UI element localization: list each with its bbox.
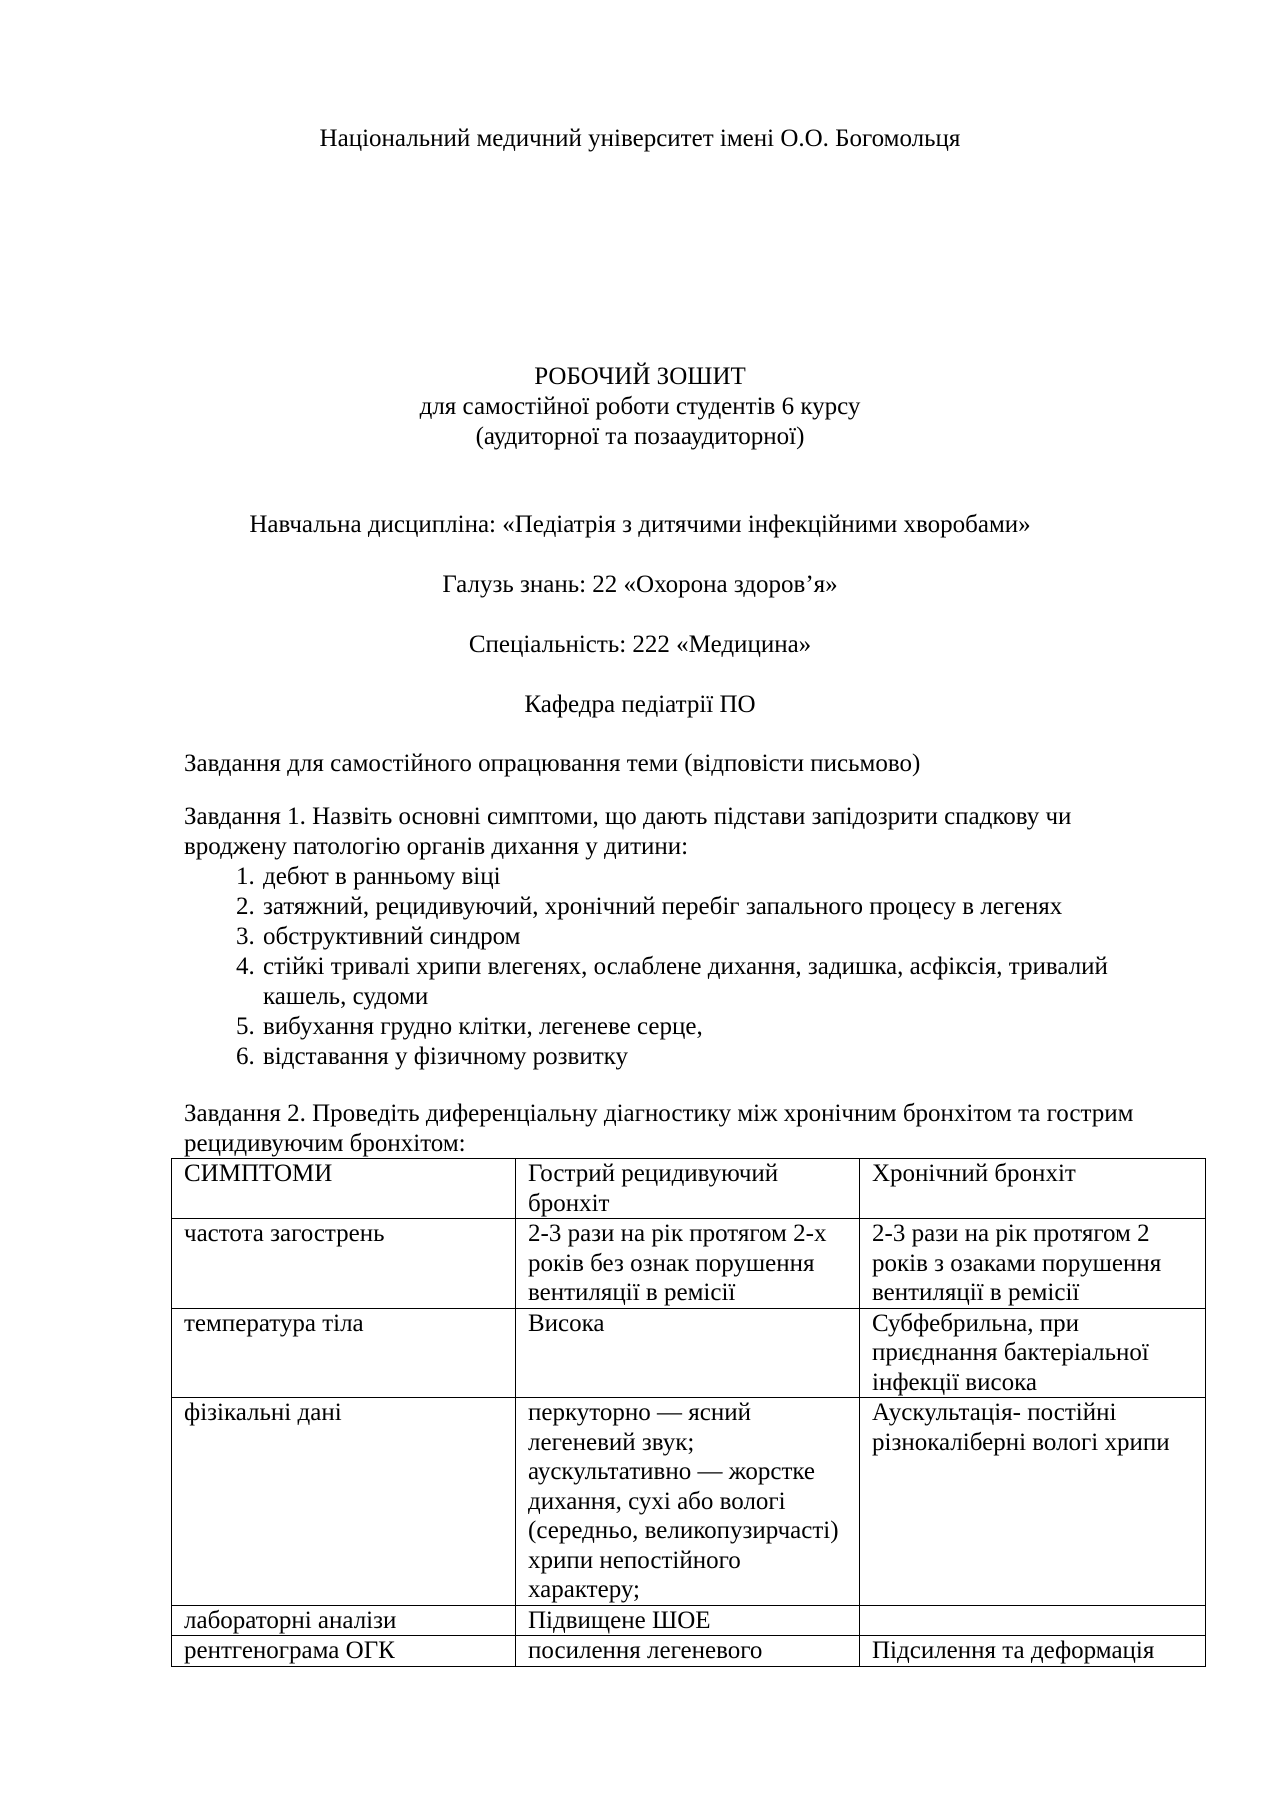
specialty-line: Спеціальність: 222 «Медицина» xyxy=(468,631,812,658)
field-line: Галузь знань: 22 «Охорона здоров’я» xyxy=(442,571,838,598)
table-header-row xyxy=(172,1159,1206,1219)
table-row xyxy=(172,1636,1206,1667)
list-item: 6. відставання у фізичному розвитку xyxy=(261,1042,1261,1072)
table-cell: 2-3 рази на рік протягом 2 років з озаками порушення вентиляції в ремісії xyxy=(860,1219,1206,1309)
instructions-heading: Завдання для самостійного опрацювання теми (відповісти письмово) xyxy=(184,750,921,777)
university-name: Національний медичний університет імені О.О. Богомольця xyxy=(319,125,961,152)
list-item: 3. обструктивний синдром xyxy=(261,922,1261,952)
list-item: 1. дебют в ранньому віці xyxy=(261,862,1261,892)
discipline-line: Навчальна дисципліна: «Педіатрія з дитячими інфекційними хворобами» xyxy=(249,511,1031,538)
task1-prompt: Завдання 1. Назвіть основні симптоми, що дають підстави запідозрити спадкову чи вроджену патологію органів дихання у дитини: xyxy=(184,803,1072,860)
table-cell: температура тіла xyxy=(172,1308,516,1398)
workbook-subtitle: для самостійної роботи студентів 6 курсу xyxy=(419,393,861,420)
table-cell: лабораторні аналізи xyxy=(172,1605,516,1636)
table-cell: частота загострень xyxy=(172,1219,516,1309)
table-cell: посилення легеневого xyxy=(516,1636,860,1667)
table-cell: Підвищене ШОЕ xyxy=(516,1605,860,1636)
header-cell: СИМПТОМИ xyxy=(172,1159,516,1219)
table-cell: фізікальні дані xyxy=(172,1398,516,1606)
table-row xyxy=(172,1398,1206,1606)
workbook-title: РОБОЧИЙ ЗОШИТ xyxy=(534,363,746,390)
table-cell xyxy=(860,1605,1206,1636)
list-item: 2. затяжний, рецидивуючий, хронічний перебіг запального процесу в легенях xyxy=(261,892,1261,922)
table-cell: Аускультація- постійні різнокаліберні вологі хрипи xyxy=(860,1398,1206,1606)
task2-prompt: Завдання 2. Проведіть диференціальну діагностику між хронічним бронхітом та гострим рецидивуючим бронхітом: xyxy=(184,1100,1134,1157)
department-line: Кафедра педіатрії ПО xyxy=(524,691,756,718)
table-cell: 2-3 рази на рік протягом 2-х років без ознак порушення вентиляції в ремісії xyxy=(516,1219,860,1309)
diff-diagnosis-table xyxy=(171,1158,1206,1667)
symptom-list xyxy=(184,862,1261,1072)
table-cell: Субфебрильна, при приєднання бактеріальної інфекції висока xyxy=(860,1308,1206,1398)
workbook-title-block xyxy=(0,362,1280,452)
list-item: 4. стійкі тривалі хрипи влегенях, ослаблене дихання, задишка, асфіксія, тривалий кашель, судоми xyxy=(261,952,1143,1012)
table-cell: Висока xyxy=(516,1308,860,1398)
table-cell: Підсилення та деформація xyxy=(860,1636,1206,1667)
table-row xyxy=(172,1308,1206,1398)
header-cell: Гострий рецидивуючий бронхіт xyxy=(516,1159,860,1219)
workbook-subtitle-2: (аудиторної та позааудиторної) xyxy=(475,423,805,450)
table-row xyxy=(172,1605,1206,1636)
list-item: 5. вибухання грудно клітки, легеневе серце, xyxy=(261,1012,1261,1042)
table-row xyxy=(172,1219,1206,1309)
table-cell: перкуторно — ясний легеневий звук; аускультативно — жорстке дихання, сухі або вологі (середньо, великопузирчасті) хрипи непостійного характеру; xyxy=(516,1398,860,1606)
header-cell: Хронічний бронхіт xyxy=(860,1159,1206,1219)
table-cell: рентгенограма ОГК xyxy=(172,1636,516,1667)
